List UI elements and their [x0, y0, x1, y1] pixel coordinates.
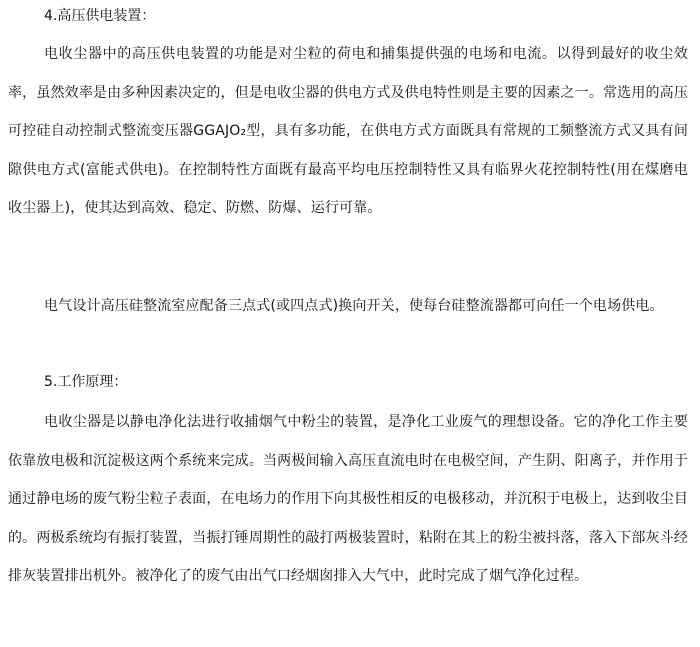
section-4-paragraph-2: 电气设计高压硅整流室应配备三点式(或四点式)换向开关，使每台硅整流器都可向任一个电场供电。: [44, 298, 664, 314]
section-4-paragraph-1: 电收尘器中的高压供电装置的功能是对尘粒的荷电和捕集提供强的电场和电流。以得到最好的收尘效率，虽然效率是由多种因素决定的，但是电收尘器的供电方式及供电特性则是主要的因素之一。常选用的高压可控硅自动控制式整流变压器GGAJO₂型，具有多功能，在供电方式方面既具有常规的工频整流方式又具有间隙供电方式(富能式供电)。在控制特性方面既有最高平均电压控制特性又具有临界火花控制特性(用在煤磨电收尘器上)，使其达到高效、稳定、防燃、防爆、运行可靠。: [8, 46, 688, 217]
section-4-heading: 4.高压供电装置：: [44, 8, 156, 24]
section-5-paragraph-1: 电收尘器是以静电净化法进行收捕烟气中粉尘的装置，是净化工业废气的理想设备。它的净化工作主要依靠放电极和沉淀极这两个系统来完成。当两极间输入高压直流电时在电极空间，产生阴、阳离子，并作用于通过静电场的废气粉尘粒子表面，在电场力的作用下向其极性相反的电极移动，并沉积于电极上，达到收尘目的。两极系统均有振打装置，当振打锤周期性的敲打两极装置时，粘附在其上的粉尘被抖落，落入下部灰斗经排灰装置排出机外。被净化了的废气由出气口经烟囱排入大气中，此时完成了烟气净化过程。: [8, 414, 688, 585]
section-5-heading: 5.工作原理：: [44, 374, 128, 390]
